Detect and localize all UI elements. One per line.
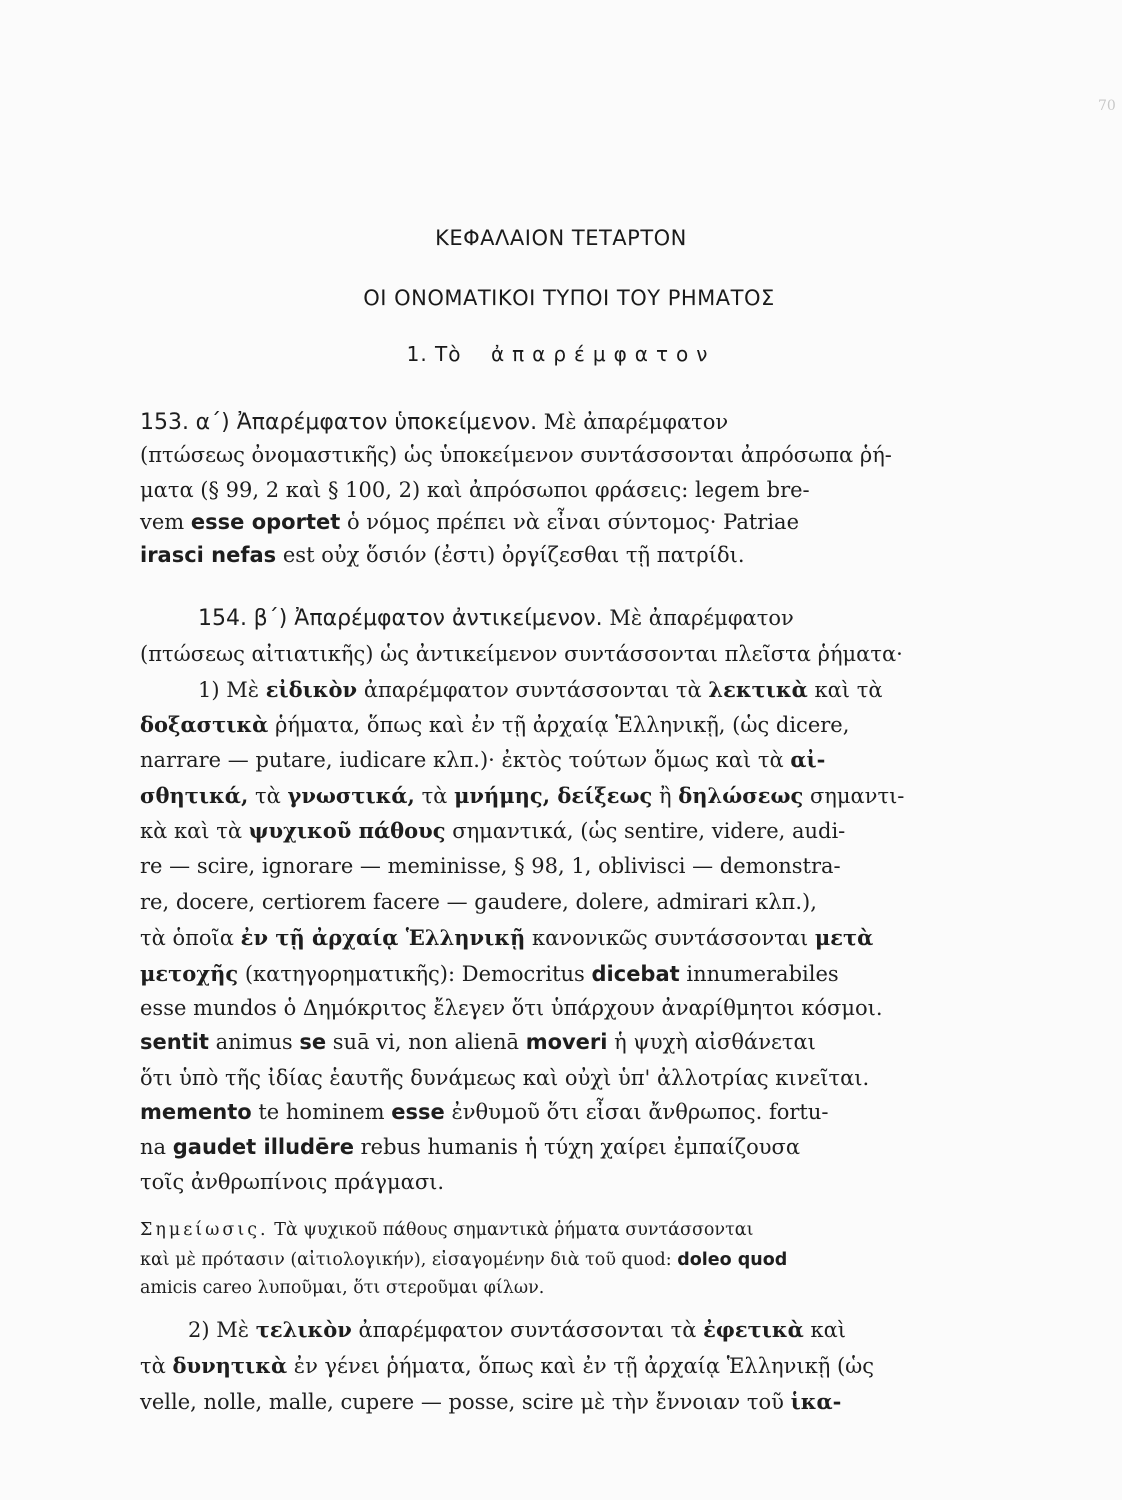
p2-bold: ἐφετικὰ xyxy=(703,1317,804,1342)
p154-label: β΄) Ἀπαρέμφατον ἀντικείμενον. xyxy=(253,606,603,631)
p2-line-2 xyxy=(140,1352,874,1380)
p153-label: α΄) Ἀπαρέμφατον ὑποκείμενον. xyxy=(195,410,538,435)
p153-text: vem xyxy=(140,510,185,534)
p154-bold: γνωστικά, xyxy=(287,783,415,808)
p153-text: est οὐχ ὅσιόν (ἐστι) ὀργίζεσθαι τῇ πατρίδι. xyxy=(282,543,745,567)
page-marker: 70 xyxy=(1098,98,1116,114)
p154-line-2: (πτώσεως αἰτιατικῆς) ὡς ἀντικείμενον συντάσσονται πλεῖστα ῥήματα· xyxy=(140,642,903,666)
p153-bold: irasci nefas xyxy=(140,543,277,567)
p154-text: innumerabiles xyxy=(686,962,839,986)
p154-text: 1) Μὲ xyxy=(198,678,260,702)
note-label: Σημείωσις. xyxy=(140,1220,269,1240)
p154-line-7 xyxy=(140,817,845,845)
p154-text: ἡ ψυχὴ αἰσθάνεται xyxy=(614,1030,816,1054)
p154-line-9: re, docere, certiorem facere — gaudere, dolere, admirari κλπ.), xyxy=(140,890,817,914)
p154-line-11 xyxy=(140,960,839,988)
p154-line-6 xyxy=(140,782,904,810)
p154-bold: esse xyxy=(391,1100,445,1124)
p154-line-3 xyxy=(140,676,883,704)
p2-text: καὶ xyxy=(810,1318,847,1342)
p154-line-10 xyxy=(140,924,873,952)
p154-text: σημαντικά, (ὡς sentire, videre, audi- xyxy=(452,819,846,843)
p154-bold: moveri xyxy=(525,1030,608,1054)
p154-text: κὰ καὶ τὰ xyxy=(140,819,242,843)
p154-text: καὶ τὰ xyxy=(814,678,883,702)
p2-bold: δυνητικὰ xyxy=(172,1353,288,1378)
p153-line-4 xyxy=(140,508,799,536)
p2-line-3 xyxy=(140,1388,841,1416)
p2-line-1 xyxy=(140,1316,846,1344)
p153-bold: esse oportet xyxy=(190,510,341,534)
p154-bold: λεκτικὰ xyxy=(708,677,808,702)
p2-text: velle, nolle, malle, cupere — posse, scire μὲ τὴν ἔννοιαν τοῦ xyxy=(140,1390,784,1414)
p154-text: animus xyxy=(215,1030,293,1054)
p154-line-17: τοῖς ἀνθρωπίνοις πράγμασι. xyxy=(140,1170,445,1194)
p154-line-15 xyxy=(140,1098,828,1126)
p154-text: narrare — putare, iudicare κλπ.)· ἐκτὸς τούτων ὅμως καὶ τὰ xyxy=(140,748,784,772)
p154-bold: δηλώσεως xyxy=(678,783,804,808)
p154-bold: εἰδικὸν xyxy=(265,677,358,702)
p154-line-1 xyxy=(140,604,794,633)
p154-text: suā vi, non alienā xyxy=(332,1030,519,1054)
p154-bold: σθητικά, xyxy=(140,783,249,808)
p154-bold: ἐν τῇ ἀρχαίᾳ Ἑλληνικῇ xyxy=(240,925,526,950)
p154-line-5 xyxy=(140,746,825,774)
p153-number: 153. xyxy=(140,410,189,435)
p154-bold: μετοχῆς xyxy=(140,961,239,986)
p2-bold: ἱκα- xyxy=(790,1389,842,1414)
p154-text: rebus humanis ἡ τύχη χαίρει ἐμπαίζουσα xyxy=(360,1135,801,1159)
p154-bold: sentit xyxy=(140,1030,209,1054)
p154-text: na xyxy=(140,1135,167,1159)
p154-text: τὰ xyxy=(254,784,281,808)
p154-text: ἐνθυμοῦ ὅτι εἶσαι ἄνθρωπος. fortu- xyxy=(451,1100,829,1124)
section-heading xyxy=(0,342,1122,366)
p154-bold: μετὰ xyxy=(814,925,874,950)
p154-text: τὰ xyxy=(421,784,448,808)
note-text: Τὰ ψυχικοῦ πάθους σημαντικὰ ῥήματα συντάσσονται xyxy=(274,1220,754,1240)
p153-line-5 xyxy=(140,541,745,569)
p154-text: σημαντι- xyxy=(809,784,905,808)
p154-bold: αἰ- xyxy=(790,747,826,772)
p153-line-3: ματα (§ 99, 2 καὶ § 100, 2) καὶ ἀπρόσωποι φράσεις: legem bre- xyxy=(140,478,810,502)
p154-line-16 xyxy=(140,1133,800,1161)
note-line-1 xyxy=(140,1216,753,1244)
p154-line-12: esse mundos ὁ Δημόκριτος ἔλεγεν ὅτι ὑπάρχουν ἀναρίθμητοι κόσμοι. xyxy=(140,996,883,1020)
p2-text: ἀπαρέμφατον συντάσσονται τὰ xyxy=(358,1318,697,1342)
p154-text: (κατηγορηματικῆς): Democritus xyxy=(244,962,585,986)
note-text: καὶ μὲ πρότασιν (αἰτιολογικήν), εἰσαγομένην διὰ τοῦ quod: xyxy=(140,1250,672,1270)
p154-line-14: ὅτι ὑπὸ τῆς ἰδίας ἑαυτῆς δυνάμεως καὶ οὐχὶ ὑπ' ἀλλοτρίας κινεῖται. xyxy=(140,1066,870,1090)
p154-text: κανονικῶς συντάσσονται xyxy=(532,926,809,950)
p2-text: ἐν γένει ῥήματα, ὅπως καὶ ἐν τῇ ἀρχαίᾳ Ἑλληνικῇ (ὡς xyxy=(293,1354,875,1378)
p153-line-1 xyxy=(140,408,728,437)
p154-number: 154. xyxy=(198,606,247,631)
p154-text: te hominem xyxy=(258,1100,385,1124)
section-number: 1. Τὸ xyxy=(406,342,462,366)
p153-text: ὁ νόμος πρέπει νὰ εἶναι σύντομος· Patriae xyxy=(346,510,799,534)
p154-bold: ψυχικοῦ πάθους xyxy=(248,818,446,843)
p154-text: Μὲ ἀπαρέμφατον xyxy=(609,606,794,630)
p154-bold: δοξαστικὰ xyxy=(140,712,269,737)
note-bold: doleo quod xyxy=(677,1250,788,1270)
p154-text: τὰ ὁποῖα xyxy=(140,926,234,950)
section-title: ἀπαρέμφατον xyxy=(490,342,716,366)
chapter-label: ΚΕΦΑΛΑΙΟΝ ΤΕΤΑΡΤΟΝ xyxy=(435,226,687,250)
p2-text: 2) Μὲ xyxy=(188,1318,250,1342)
chapter-title: ΟΙ ΟΝΟΜΑΤΙΚΟΙ ΤΥΠΟΙ ΤΟΥ ΡΗΜΑΤΟΣ xyxy=(363,286,775,310)
p154-bold: memento xyxy=(140,1100,252,1124)
p2-text: τὰ xyxy=(140,1354,166,1378)
note-line-2 xyxy=(140,1246,787,1274)
p154-bold: se xyxy=(299,1030,327,1054)
p154-bold: dicebat xyxy=(591,962,680,986)
p154-text: ἢ xyxy=(658,784,672,808)
p154-text: ἀπαρέμφατον συντάσσονται τὰ xyxy=(363,678,702,702)
p154-text: ῥήματα, ὅπως καὶ ἐν τῇ ἀρχαίᾳ Ἑλληνικῇ, (ὡς dicere, xyxy=(274,713,850,737)
p154-bold: gaudet illudēre xyxy=(172,1135,354,1159)
p2-bold: τελικὸν xyxy=(255,1317,352,1342)
p153-text: Μὲ ἀπαρέμφατον xyxy=(543,410,729,434)
note-line-3: amicis careo λυποῦμαι, ὅτι στεροῦμαι φίλων. xyxy=(140,1278,545,1298)
p154-line-4 xyxy=(140,711,849,739)
p154-line-8: re — scire, ignorare — meminisse, § 98, 1, oblivisci — demonstra- xyxy=(140,854,841,878)
p154-line-13 xyxy=(140,1028,816,1056)
p153-line-2: (πτώσεως ὀνομαστικῆς) ὡς ὑποκείμενον συντάσσονται ἀπρόσωπα ῥή- xyxy=(140,443,892,467)
p154-bold: μνήμης, δείξεως xyxy=(454,783,653,808)
